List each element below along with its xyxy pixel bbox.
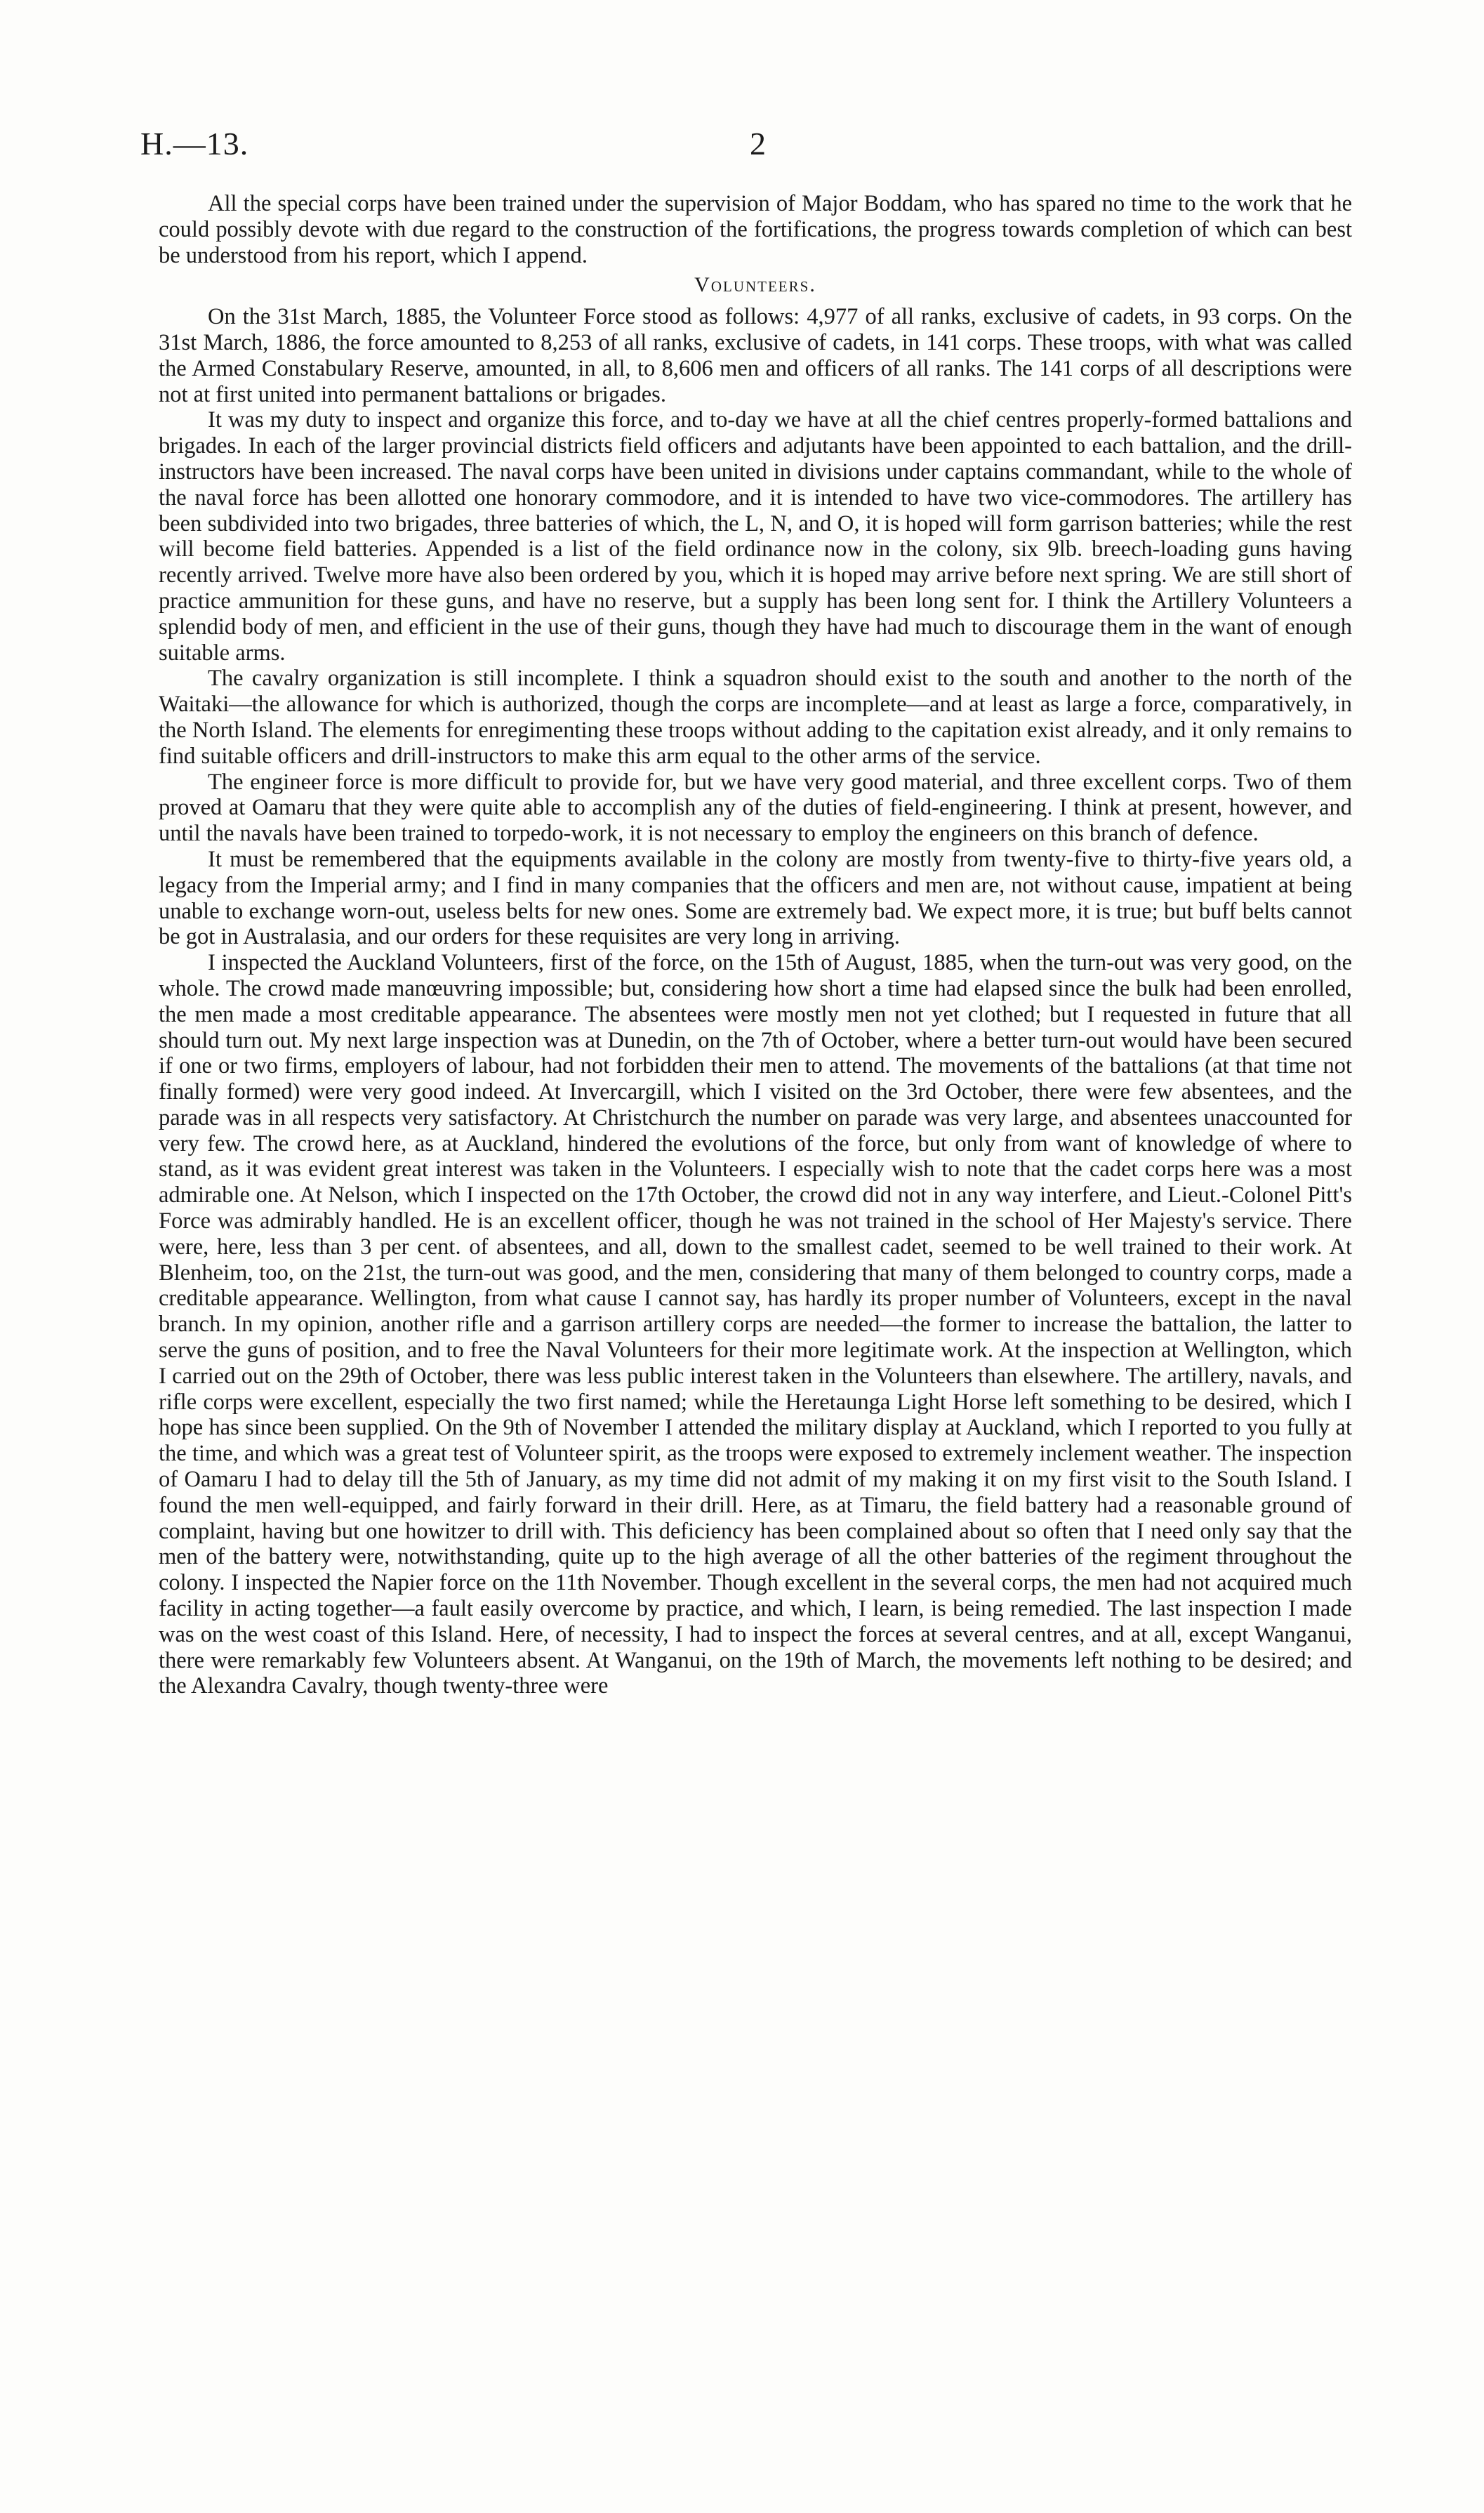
paragraph-special-corps: All the special corps have been trained under the supervision of Major Boddam, who has spared no time to the work that he could possibly devote with due regard to the construction of the fortifications, the progress towards completion of which can best be understood from his report, which I append. bbox=[159, 191, 1352, 268]
paragraph-organization: It was my duty to inspect and organize this force, and to-day we have at all the chief centres properly-formed battalions and brigades. In each of the larger provincial districts field officers and adjutants have been appointed to each battalion, and the drill-instructors have been increased. The naval corps have been united in divisions under captains commandant, while to the whole of the naval force has been allotted one honorary commodore, and it is intended to have two vice-commodores. The artillery has been subdivided into two brigades, three batteries of which, the L, N, and O, it is hoped will form garrison batteries; while the rest will become field batteries. Appended is a list of the field ordinance now in the colony, six 9lb. breech-loading guns having recently arrived. Twelve more have also been ordered by you, which it is hoped may arrive before next spring. We are still short of practice ammunition for these guns, and have no reserve, but a supply has been long sent for. I think the Artillery Volunteers a splendid body of men, and efficient in the use of their guns, though they have had much to discourage them in the want of enough suitable arms. bbox=[159, 407, 1352, 666]
paragraph-force-strength: On the 31st March, 1885, the Volunteer Force stood as follows: 4,977 of all ranks, exclusive of cadets, in 93 corps. On the 31st March, 1886, the force amounted to 8,253 of all ranks, exclusive of cadets, in 141 corps. These troops, with what was called the Armed Constabulary Reserve, amounted, in all, to 8,606 men and officers of all ranks. The 141 corps of all descriptions were not at first united into permanent battalions or brigades. bbox=[159, 304, 1352, 407]
paragraph-equipment: It must be remembered that the equipments available in the colony are mostly from twenty-five to thirty-five years old, a legacy from the Imperial army; and I find in many companies that the officers and men are, not without cause, impatient at being unable to exchange worn-out, useless belts for new ones. Some are extremely bad. We expect more, it is true; but buff belts cannot be got in Australasia, and our orders for these requisites are very long in arriving. bbox=[159, 846, 1352, 950]
document-reference: H.—13. bbox=[140, 126, 249, 161]
body-text bbox=[159, 191, 1352, 1699]
paragraph-inspections: I inspected the Auckland Volunteers, first of the force, on the 15th of August, 1885, when the turn-out was very good, on the whole. The crowd made manœuvring impossible; but, considering how short a time had elapsed since the bulk had been enrolled, the men made a most creditable appearance. The absentees were mostly men not yet clothed; but I requested in future that all should turn out. My next large inspection was at Dunedin, on the 7th of October, where a better turn-out would have been secured if one or two firms, employers of labour, had not forbidden their men to attend. The movements of the battalions (at that time not finally formed) were very good indeed. At Invercargill, which I visited on the 3rd October, there were few absentees, and the parade was in all respects very satisfactory. At Christchurch the number on parade was very large, and absentees unaccounted for very few. The crowd here, as at Auckland, hindered the evolutions of the force, but only from want of knowledge of where to stand, as it was evident great interest was taken in the Volunteers. I especially wish to note that the cadet corps here was a most admirable one. At Nelson, which I inspected on the 17th October, the crowd did not in any way interfere, and Lieut.-Colonel Pitt's Force was admirably handled. He is an excellent officer, though he was not trained in the school of Her Majesty's service. There were, here, less than 3 per cent. of absentees, and all, down to the smallest cadet, seemed to be well trained to their work. At Blenheim, too, on the 21st, the turn-out was good, and the men, considering that many of them belonged to country corps, made a creditable appearance. Wellington, from what cause I cannot say, has hardly its proper number of Volunteers, except in the naval branch. In my opinion, another rifle and a garrison artillery corps are needed—the former to increase the battalion, the latter to serve the guns of position, and to free the Naval Volunteers for their more legitimate work. At the inspection at Wellington, which I carried out on the 29th of October, there was less public interest taken in the Volunteers than elsewhere. The artillery, navals, and rifle corps were excellent, especially the two first named; while the Heretaunga Light Horse left something to be desired, which I hope has since been supplied. On the 9th of November I attended the military display at Auckland, which I reported to you fully at the time, and which was a great test of Volunteer spirit, as the troops were exposed to extremely inclement weather. The inspection of Oamaru I had to delay till the 5th of January, as my time did not admit of my making it on my first visit to the South Island. I found the men well-equipped, and fairly forward in their drill. Here, as at Timaru, the field battery had a reasonable ground of complaint, having but one howitzer to drill with. This deficiency has been complained about so often that I need only say that the men of the battery were, notwithstanding, quite up to the high average of all the other batteries of the regiment throughout the colony. I inspected the Napier force on the 11th November. Though excellent in the several corps, the men had not acquired much facility in acting together—a fault easily overcome by practice, and which, I learn, is being remedied. The last inspection I made was on the west coast of this Island. Here, of necessity, I had to inspect the forces at several centres, and at all, except Wanganui, there were remarkably few Volunteers absent. At Wanganui, on the 19th of March, the movements left nothing to be desired; and the Alexandra Cavalry, though twenty-three were bbox=[159, 950, 1352, 1699]
page-header bbox=[140, 125, 1355, 167]
section-heading: Volunteers. bbox=[694, 273, 816, 297]
paragraph-engineers: The engineer force is more difficult to provide for, but we have very good material, and three excellent corps. Two of them proved at Oamaru that they were quite able to accomplish any of the duties of field-engineering. I think at present, however, and until the navals have been trained to torpedo-work, it is not necessary to employ the engineers on this branch of defence. bbox=[159, 769, 1352, 847]
page-number: 2 bbox=[750, 126, 766, 161]
paragraph-cavalry: The cavalry organization is still incomplete. I think a squadron should exist to the south and another to the north of the Waitaki—the allowance for which is authorized, though the corps are incomplete—and at least as large a force, comparatively, in the North Island. The elements for enregimenting these troops without adding to the capitation exist already, and it only remains to find suitable officers and drill-instructors to make this arm equal to the other arms of the service. bbox=[159, 666, 1352, 769]
